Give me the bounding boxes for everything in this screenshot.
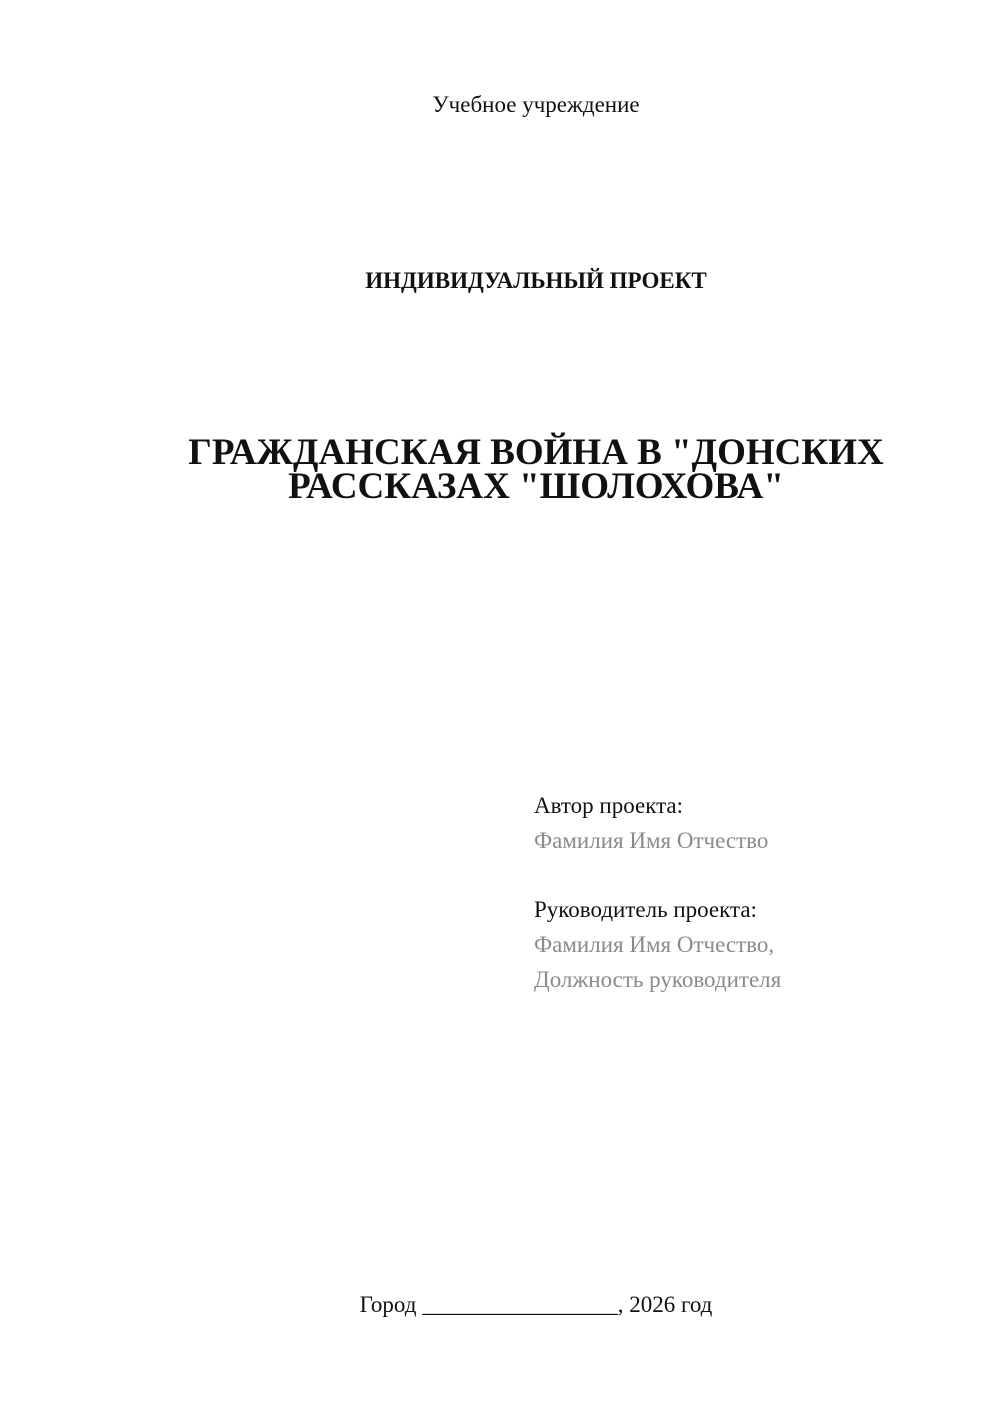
project-title-line-1: ГРАЖДАНСКАЯ ВОЙНА В "ДОНСКИХ — [188, 432, 884, 473]
project-title-line-2: РАССКАЗАХ "ШОЛОХОВА" — [288, 466, 784, 507]
author-label: Автор проекта: — [534, 793, 683, 818]
author-name: Фамилия Имя Отчество — [534, 828, 769, 853]
city-year-footer: Город _________________, 2026 год — [359, 1292, 713, 1317]
supervisor-position: Должность руководителя — [534, 967, 782, 992]
supervisor-name: Фамилия Имя Отчество, — [534, 932, 775, 957]
credits-spacer — [534, 858, 974, 892]
project-title — [0, 432, 1000, 507]
project-type-heading: ИНДИВИДУАЛЬНЫЙ ПРОЕКТ — [365, 268, 707, 293]
institution-name: Учебное учреждение — [432, 92, 640, 117]
project-credits — [534, 788, 974, 997]
supervisor-label: Руководитель проекта: — [534, 897, 757, 922]
